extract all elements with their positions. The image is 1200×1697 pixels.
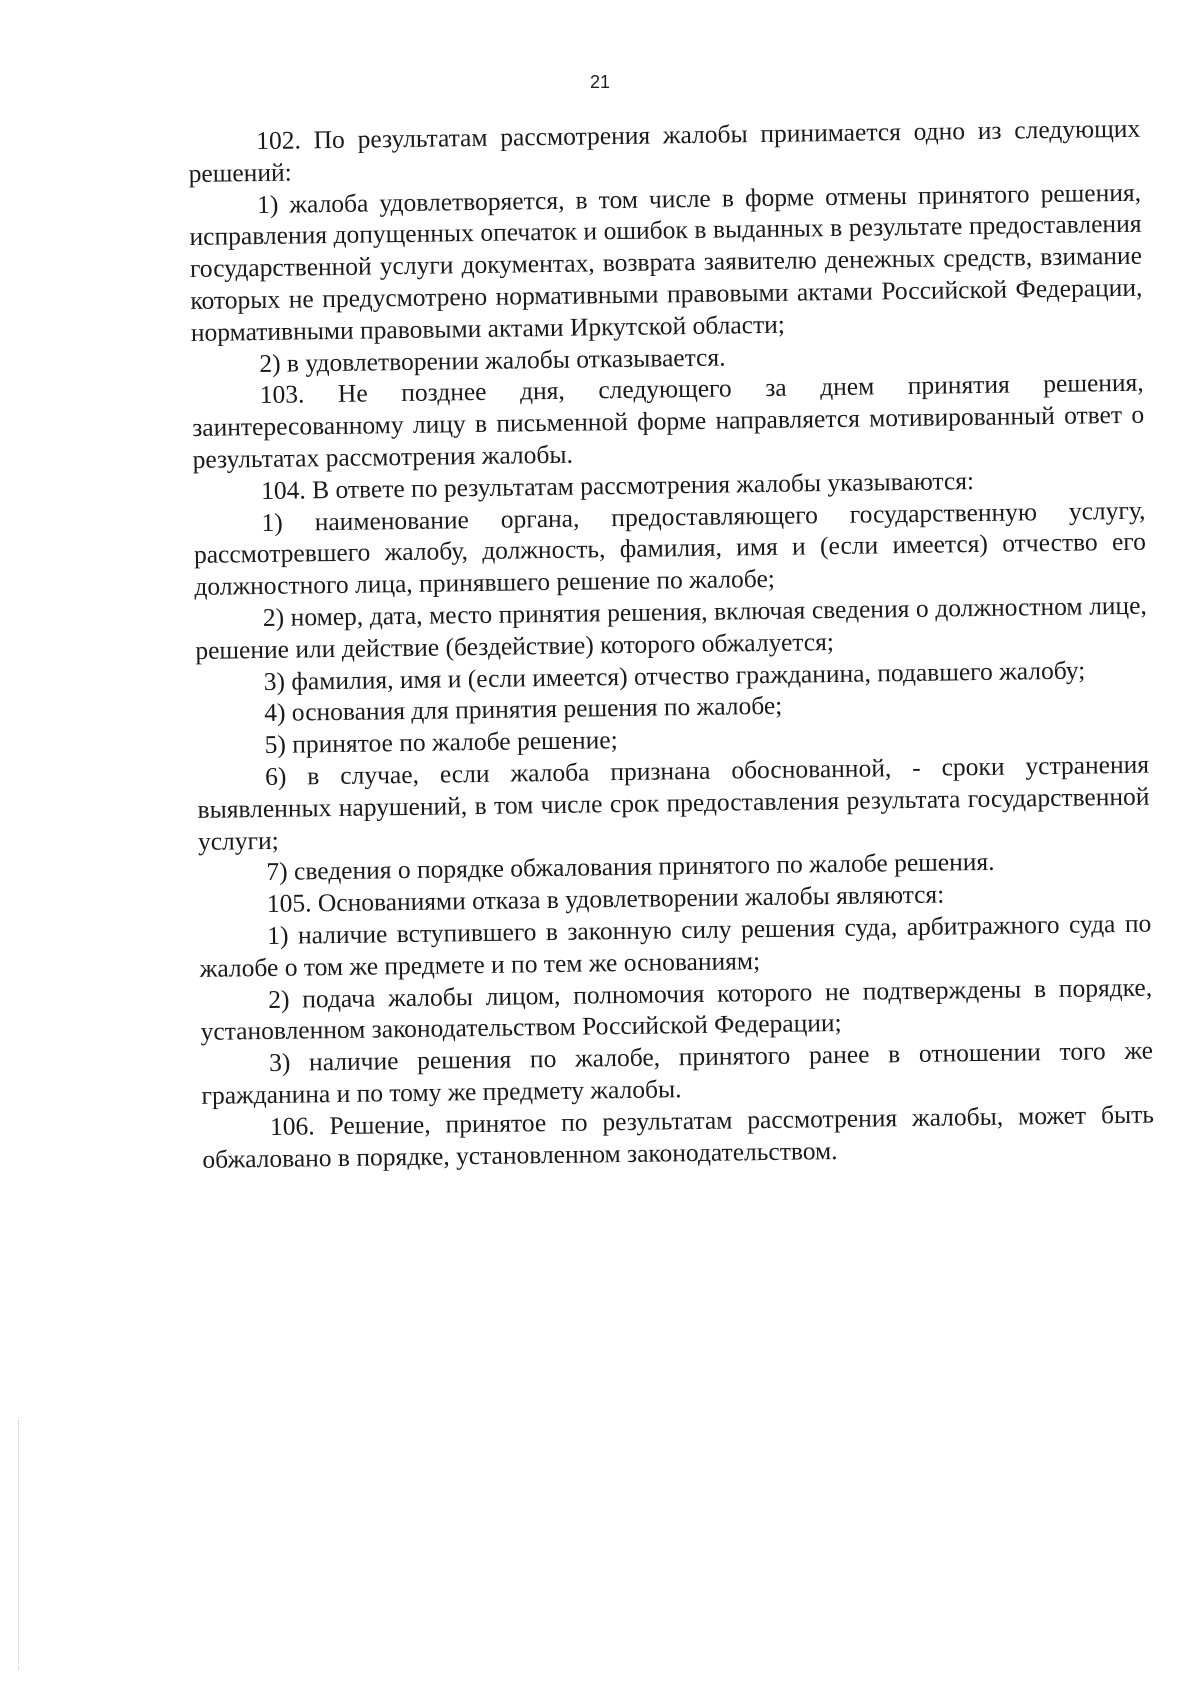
- list-item-105-2: 2) подача жалобы лицом, полномочия которого не подтверждены в порядке, установленном законодательством Российской Федерации;: [200, 972, 1153, 1047]
- paragraph-102: 102. По результатам рассмотрения жалобы принимается одно из следующих решений:: [188, 113, 1141, 188]
- list-item-104-4: 4) основания для принятия решения по жалобе;: [263, 691, 783, 728]
- list-item-104-7: 7) сведения о порядке обжалования принятого по жалобе решения.: [266, 847, 995, 887]
- list-item-104-2: 2) номер, дата, место принятия решения, включая сведения о должностном лице, решение или действие (бездействие) которого обжалуется;: [195, 590, 1147, 665]
- paragraph-106: 106. Решение, принятое по результатам рассмотрения жалобы, может быть обжаловано в порядке, установленном законодательством.: [202, 1099, 1155, 1174]
- document-body: [188, 113, 1155, 1175]
- page-number: 21: [589, 72, 611, 92]
- paragraph-105: 105. Основаниями отказа в удовлетворении жалобы являются:: [266, 879, 945, 919]
- list-item-104-1: 1) наименование органа, предоставляющего государственную услугу, рассмотревшего жалобу, должность, фамилия, имя и (если имеется) отчество его должностного лица, принявшего решение по жалобе;: [193, 495, 1147, 602]
- paragraph-103: 103. Не позднее дня, следующего за днем принятия решения, заинтересованному лицу в письменной форме направляется мотивированный ответ о результатах рассмотрения жалобы.: [192, 368, 1145, 474]
- scan-edge-mark: [18, 1420, 20, 1670]
- list-item-102-1: 1) жалоба удовлетворяется, в том числе в форме отмены принятого решения, исправления допущенных опечаток и ошибок в выданных в результате предоставления государственной услуги документах, возврата заявителю денежных средств, взимание которых не предусмотрено нормативными правовыми актами Российской Федерации, нормативными правовыми актами Иркутской области;: [189, 177, 1143, 347]
- list-item-102-2: 2) в удовлетворении жалобы отказывается.: [259, 342, 726, 378]
- list-item-104-3: 3) фамилия, имя и (если имеется) отчество гражданина, подавшего жалобу;: [263, 655, 1086, 696]
- list-item-104-6: 6) в случае, если жалоба признана обоснованной, - сроки устранения выявленных нарушений, в том числе срок предоставления результата государственной услуги;: [197, 749, 1150, 856]
- list-item-105-1: 1) наличие вступившего в законную силу решения суда, арбитражного суда по жалобе о том же предмете и по тем же основаниям;: [199, 908, 1152, 983]
- paragraph-104: 104. В ответе по результатам рассмотрения жалобы указываются:: [260, 465, 975, 505]
- list-item-104-5: 5) принятое по жалобе решение;: [264, 725, 618, 760]
- list-item-105-3: 3) наличие решения по жалобе, принятого ранее в отношении того же гражданина и по тому же предмету жалобы.: [201, 1035, 1154, 1110]
